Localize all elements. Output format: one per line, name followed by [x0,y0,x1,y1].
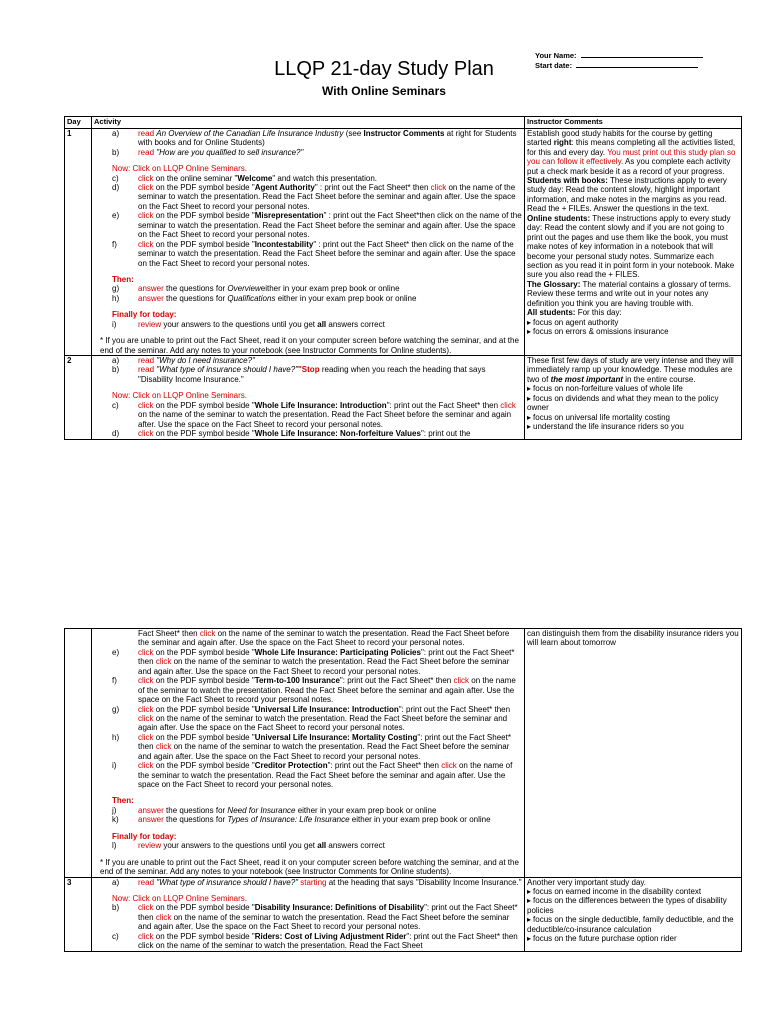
list-item: g) answer the questions for Overvieweither in your exam prep book or online [112,284,400,294]
activity-cell [92,128,525,355]
start-date-field[interactable] [535,62,703,71]
list-item: e) click on the PDF symbol beside "Misrepresentation" : print out the Fact Sheet*then click on the name of the seminar to watch the presentation. Read the Fact Sheet before the seminar and again after. Use the space on the Fact Sheet to record your personal notes. [112,211,522,240]
table-row-day1 [65,128,742,355]
focus-item: ▸ focus on the future purchase option rider [527,934,739,943]
comments-cell [525,629,742,878]
focus-item: ▸ focus on dividends and what they mean to the policy owner [527,394,739,413]
activity-cell [92,877,525,951]
then-heading: Then: [112,796,134,806]
list-item: h) click on the PDF symbol beside "Universal Life Insurance: Mortality Costing": print out the Fact Sheet* then click on the name of the seminar to watch the presentation. Read the Fact Sheet before the seminar and again after. Use the space on the Fact Sheet to record your personal notes. [112,732,511,761]
col-day-header: Day [65,117,92,129]
name-line [581,57,703,58]
table-row-day3 [65,877,742,951]
table-header-row [65,117,742,129]
list-item: f) click on the PDF symbol beside "Term-to-100 Insurance": print out the Fact Sheet* then click on the name of the seminar to watch the presentation. Read the Fact Sheet before the seminar and again after. Use the space on the Fact Sheet to record your personal notes. [112,676,516,705]
comment-text: Another very important study day. [527,877,647,887]
list-item: e) click on the PDF symbol beside "Whole Life Insurance: Participating Policies": print out the Fact Sheet* then click on the name of the seminar to watch the presentation. Read the Fact Sheet before the seminar and again after. Use the space on the Fact Sheet to record your personal notes. [112,647,515,676]
list-item: c) click on the online seminar "Welcome" and watch this presentation. [112,173,378,183]
list-item: a) read An Overview of the Canadian Life Insurance Industry (see Instructor Comments at right for Students with books and for Online Students) [112,128,517,148]
col-activity-header: Activity [92,117,525,129]
comment-text: can distinguish them from the disability insurance riders you will learn about tomorrow [527,629,739,648]
now-heading: Now: Click on LLQP Online Seminars. [112,391,248,401]
list-item: g) click on the PDF symbol beside "Universal Life Insurance: Introduction": print out the Fact Sheet* then click on the name of the seminar to watch the presentation. Read the Fact Sheet before the seminar and again after. Use the space on the Fact Sheet to record your personal notes. [112,704,511,733]
name-date-fields [535,52,703,72]
now-heading: Now: Click on LLQP Online Seminars. [112,893,248,903]
comment-text: The Glossary: The material contains a glossary of terms. Review these terms and write out in your notes any definition you think you are having trouble with. [527,279,731,308]
list-item: f) click on the PDF symbol beside "Incontestability" : print out the Fact Sheet* then click on the name of the seminar to watch the presentation. Read the Fact Sheet before the seminar and again after. Use the space on the Fact Sheet to record your personal notes. [112,239,516,268]
list-item: l) review your answers to the questions until you get all answers correct [112,841,385,851]
list-item: d) click on the PDF symbol beside "Agent Authority" : print out the Fact Sheet* then click on the name of the seminar to watch the presentation. Read the Fact Sheet before the seminar and again after. Use the space on the Fact Sheet to record your personal notes. [112,183,516,211]
page-subtitle: With Online Seminars [322,84,446,98]
focus-item: ▸ focus on earned income in the disability context [527,887,739,896]
col-comments-header: Instructor Comments [525,117,742,129]
focus-item: ▸ focus on agent authority [527,318,739,327]
day-number: 2 [65,356,92,440]
table-row-day2-continued [65,629,742,878]
list-item: Fact Sheet* then click on the name of the seminar to watch the presentation. Read the Fact Sheet before the seminar and again after. Use the space on the Fact Sheet to record your personal notes. [138,629,510,648]
focus-item: ▸ understand the life insurance riders so you [527,422,739,431]
print-note: * If you are unable to print out the Fact Sheet, read it on your computer screen before watching the seminar, and at the end of the seminar. Add any notes to your notebook (see Instructor Comments for Online students). [100,336,519,355]
name-field[interactable] [535,52,703,61]
name-label: Your Name: [535,51,577,60]
activity-cell [92,629,525,878]
then-heading: Then: [112,274,134,284]
page-break [0,570,768,625]
final-heading: Finally for today: [112,310,177,320]
study-plan-table-page2 [64,628,742,952]
list-item: b) read "How are you qualified to sell insurance?" [112,147,304,157]
start-date-line [576,67,698,68]
list-item: h) answer the questions for Qualifications either in your exam prep book or online [112,293,417,303]
list-item: a) read "Why do I need insurance?" [112,356,255,366]
comments-cell [525,877,742,951]
page-title: LLQP 21-day Study Plan [274,58,494,80]
day-number: 3 [65,877,92,951]
comment-text: These first few days of study are very intense and they will immediately ramp up your knowledge. These modules are two of the most important in the entire course. [527,356,734,384]
list-item: i) review your answers to the questions until you get all answers correct [112,319,385,329]
comment-text: Establish good study habits for the course by getting started right: this means completing all the activities listed, for this and every day. You must print out this study plan so you can follow it effectively. As you complete each activity put a check mark beside it as a record of your progress. [527,128,736,176]
list-item: d) click on the PDF symbol beside "Whole Life Insurance: Non-forfeiture Values": print out the [112,429,471,439]
list-item: i) click on the PDF symbol beside "Creditor Protection": print out the Fact Sheet* then click on the name of the seminar to watch the presentation. Read the Fact Sheet before the seminar and again after. Use the space on the Fact Sheet to record your personal notes. [112,761,513,789]
list-item: a) read "What type of insurance should I have?" starting at the heading that says "Disability Income Insurance." [112,877,522,887]
list-item: b) click on the PDF symbol beside "Disability Insurance: Definitions of Disability": print out the Fact Sheet* then click on the name of the seminar to watch the presentation. Read the Fact Sheet before the seminar and again after. Use the space on the Fact Sheet to record your personal notes. [112,903,518,932]
list-item: k) answer the questions for Types of Insurance: Life Insurance either in your exam prep book or online [112,815,491,825]
start-date-label: Start date: [535,60,573,70]
focus-item: ▸ focus on the differences between the types of disability policies [527,896,739,915]
comment-text: All students: For this day: [527,308,622,318]
comment-text: Online students: These instructions apply to every study day: Read the content slowly and if you are not going to print out the pages and use them like the book, you must make notes of key information in a notebook that will become your personal study notes. Summarize each section as you read it in point form in your notebook. Make sure you also read the + FILES. [527,213,735,280]
day-number: 1 [65,128,92,355]
focus-item: ▸ focus on errors & omissions insurance [527,327,739,336]
list-item: c) click on the PDF symbol beside "Whole Life Insurance: Introduction": print out the Fact Sheet* then click on the name of the seminar to watch the presentation. Read the Fact Sheet before the seminar and again after. Use the space on the Fact Sheet to record your personal notes. [112,400,516,429]
print-note: * If you are unable to print out the Fact Sheet, read it on your computer screen before watching the seminar, and at the end of the seminar. Add any notes to your notebook (see Instructor Comments for Online students). [100,857,519,877]
table-row-day2 [65,356,742,440]
final-heading: Finally for today: [112,831,177,841]
list-item: b) read "What type of insurance should I have?""Stop reading when you reach the heading that says "Disability Income Insurance." [112,365,486,384]
focus-item: ▸ focus on universal life mortality costing [527,413,739,422]
list-item: c) click on the PDF symbol beside "Riders: Cost of Living Adjustment Rider": print out the Fact Sheet* then click on the name of the seminar to watch the presentation. Read the Fact Sheet [112,931,518,951]
focus-item: ▸ focus on non-forfeiture values of whole life [527,384,739,393]
study-plan-table-page1 [64,116,742,440]
activity-cell [92,356,525,440]
now-heading: Now: Click on LLQP Online Seminars. [112,164,248,174]
focus-item: ▸ focus on the single deductible, family deductible, and the deductible/co-insurance calculation [527,915,739,934]
comment-text: Students with books: These instructions apply to every study day: Read the content slowly, highlight important information, and make notes in the margins as you read. Read the + FILEs. Answer the questions in the text. [527,176,727,214]
list-item: j) answer the questions for Need for Insurance either in your exam prep book or online [112,805,437,815]
comments-cell [525,128,742,355]
comments-cell [525,356,742,440]
day-number-empty [65,629,92,878]
